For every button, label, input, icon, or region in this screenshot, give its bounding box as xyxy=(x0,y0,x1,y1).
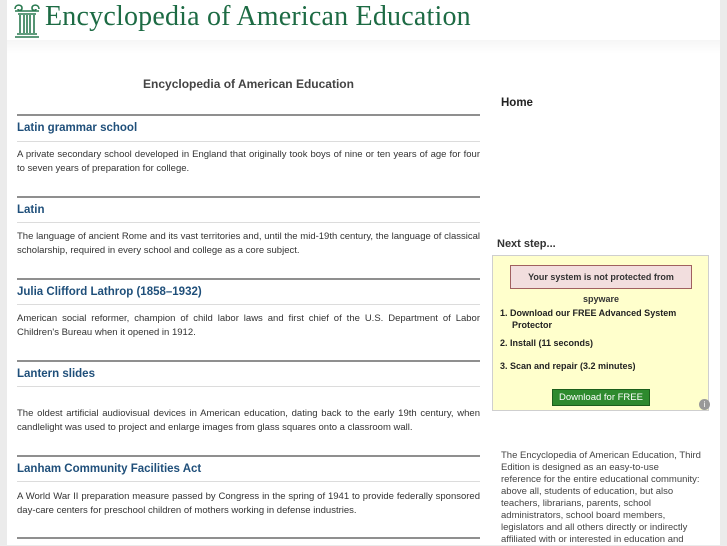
entry-divider xyxy=(17,278,480,280)
home-link[interactable]: Home xyxy=(501,97,533,109)
entry-title-lantern-slides[interactable]: Lantern slides xyxy=(17,368,95,380)
site-title[interactable]: Encyclopedia of American Education xyxy=(45,1,471,32)
entry-divider xyxy=(17,455,480,457)
page xyxy=(7,0,720,545)
entry-divider xyxy=(17,360,480,362)
ad-step-1: 1. Download our FREE Advanced System xyxy=(500,308,677,318)
site-header xyxy=(7,0,493,40)
encyclopedia-description: The Encyclopedia of American Education, Third Edition is designed as an easy-to-use reference for the entire educational community: above all, students of education, but also teachers, librarians, parents, school administrators, school board members, legislators and all others directly or indirectly affiliated with or interested in education and xyxy=(501,450,701,545)
ad-step-2: 2. Install (11 seconds) xyxy=(500,338,594,348)
entry-divider xyxy=(17,537,480,539)
entry-title-latin[interactable]: Latin xyxy=(17,204,45,216)
spyware-ad-box[interactable] xyxy=(492,255,709,411)
next-step-heading: Next step... xyxy=(497,238,556,250)
ad-step-3: 3. Scan and repair (3.2 minutes) xyxy=(500,361,636,371)
entry-underline xyxy=(17,481,480,482)
entry-text: The language of ancient Rome and its vast territories and, until the mid-19th century, the language of classical scholarship, required in every school and college as a core subject. xyxy=(17,231,480,256)
entry-divider xyxy=(17,114,480,116)
entry-text: The oldest artificial audiovisual devices in American education, dating back to the early 19th century, when candlelight was used to project and enlarge images from glass squares onto a classroom wall. xyxy=(17,408,480,433)
ad-step-1-cont: Protector xyxy=(512,320,553,330)
entry-title-lanham-act[interactable]: Lanham Community Facilities Act xyxy=(17,463,202,475)
column-logo-icon[interactable] xyxy=(12,2,42,38)
ad-info-icon[interactable]: i xyxy=(699,399,710,410)
entry-text: A private secondary school developed in England that originally took boys of nine or ten years of age for four to seven years of preparation for college. xyxy=(17,149,480,174)
entry-divider xyxy=(17,196,480,198)
entry-text: American social reformer, champion of child labor laws and first chief of the U.S. Department of Labor Children's Bureau when it opened in 1912. xyxy=(17,313,480,338)
entry-underline xyxy=(17,304,480,305)
entry-underline xyxy=(17,141,480,142)
page-title: Encyclopedia of American Education xyxy=(143,77,354,91)
download-button[interactable]: Download for FREE xyxy=(552,389,650,406)
entry-underline xyxy=(17,386,480,387)
header-shadow xyxy=(7,40,720,54)
entry-text: A World War II preparation measure passed by Congress in the spring of 1941 to provide federally sponsored day-care centers for preschool children of mothers working in defense industries. xyxy=(17,491,480,516)
ad-warning[interactable]: Your system is not protected from spyware xyxy=(510,265,692,289)
entry-title-latin-grammar-school[interactable]: Latin grammar school xyxy=(17,122,138,134)
entry-underline xyxy=(17,222,480,223)
entry-title-julia-lathrop[interactable]: Julia Clifford Lathrop (1858–1932) xyxy=(17,286,202,298)
